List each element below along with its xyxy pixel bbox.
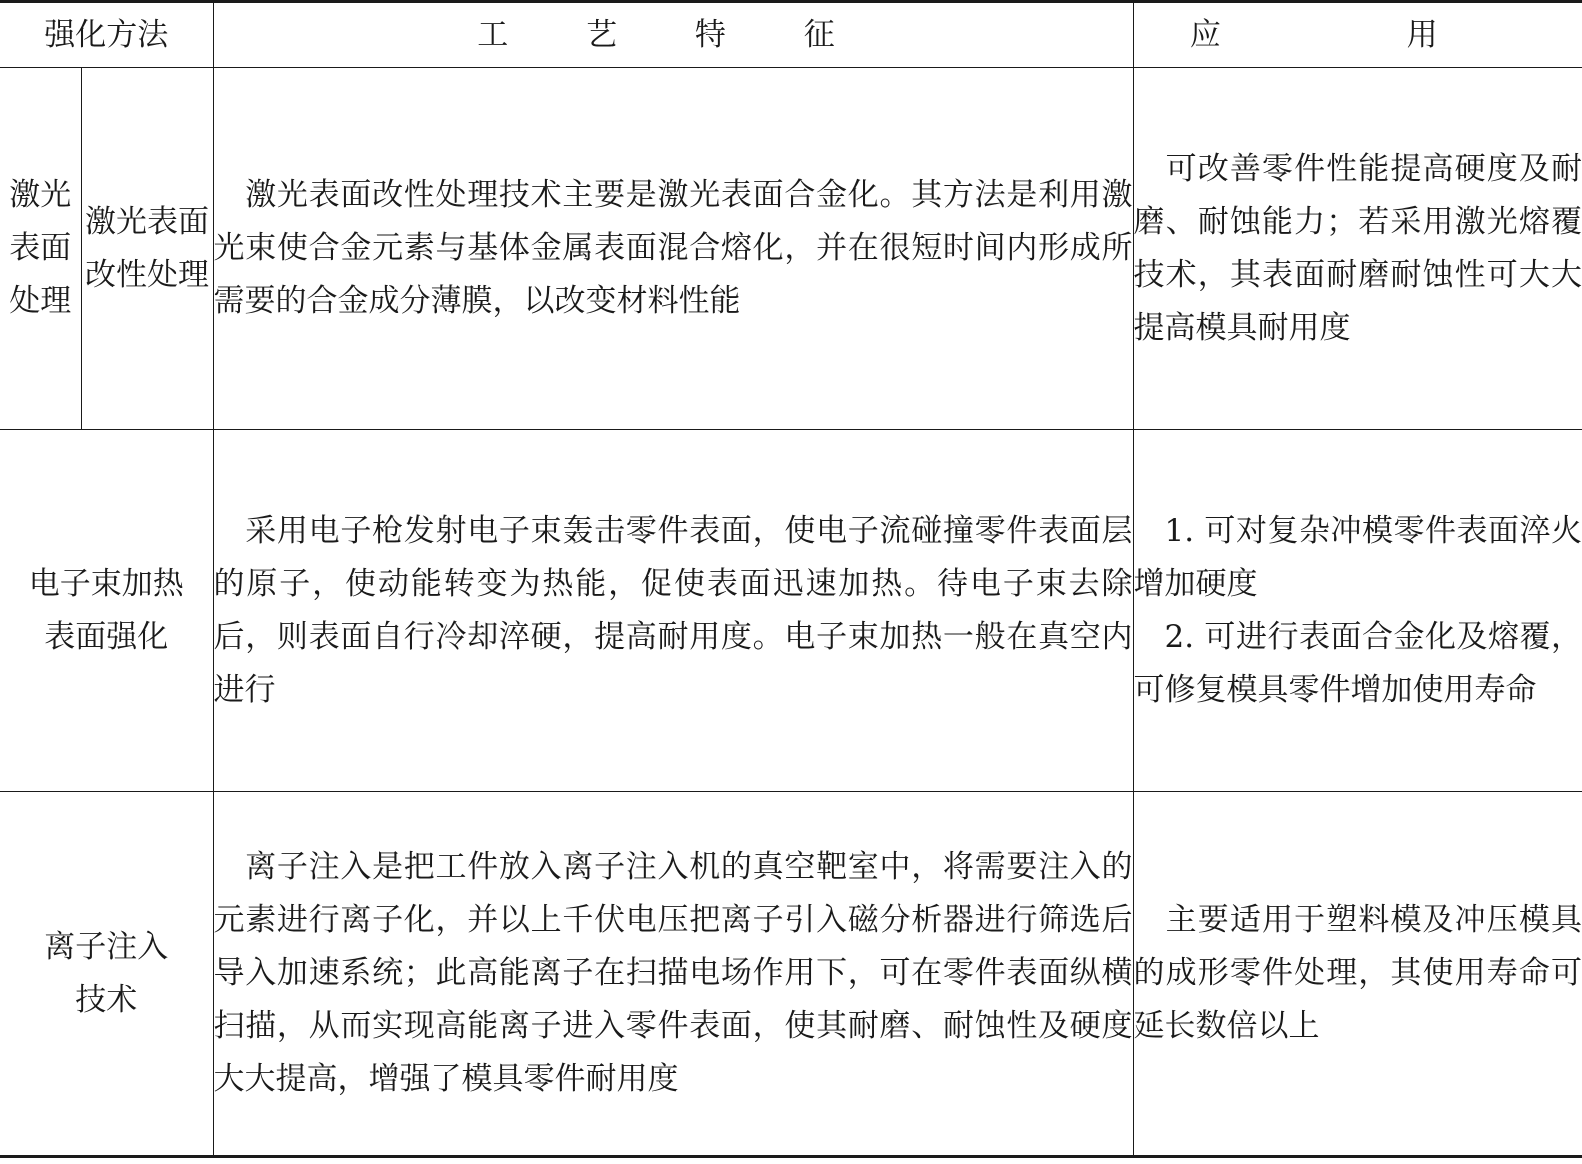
header-application: 应 用 (1133, 2, 1582, 68)
process-text: 采用电子枪发射电子束轰击零件表面，使电子流碰撞零件表面层的原子，使动能转变为热能，促使表面迅速加热。待电子束去除后，则表面自行冷却淬硬，提高耐用度。电子束加热一般在真空内进行 (213, 512, 1133, 708)
method-cell-electron-beam (0, 430, 213, 792)
method-line: 表面 (9, 230, 72, 266)
application-item: 2. 可进行表面合金化及熔覆，可修复模具零件增加使用寿命 (1133, 618, 1582, 708)
method-cell-laser (0, 68, 81, 430)
header-process: 工 艺 特 征 (213, 2, 1133, 68)
process-text: 离子注入是把工件放入离子注入机的真空靶室中，将需要注入的元素进行离子化，并以上千伏电压把离子引入磁分析器进行筛选后导入加速系统；此高能离子在扫描电场作用下，可在零件表面纵横扫描，从而实现高能离子进入零件表面，使其耐磨、耐蚀性及硬度大大提高，增强了模具零件耐用度 (213, 849, 1133, 1097)
application-cell (1133, 68, 1582, 430)
application-cell (1133, 430, 1582, 792)
table-row (0, 430, 1582, 792)
method-line: 处理 (9, 283, 72, 319)
application-text: 可改善零件性能提高硬度及耐磨、耐蚀能力；若采用激光熔覆技术，其表面耐磨耐蚀性可大大提高模具耐用度 (1133, 150, 1582, 346)
process-text: 激光表面改性处理技术主要是激光表面合金化。其方法是利用激光束使合金元素与基体金属表面混合熔化，并在很短时间内形成所需要的合金成分薄膜，以改变材料性能 (213, 177, 1133, 319)
method-cell-ion-implantation (0, 792, 213, 1157)
sub-method-line: 激光表面 (85, 203, 209, 240)
method-line: 表面强化 (44, 618, 169, 655)
header-method: 强化方法 (0, 2, 213, 68)
method-line: 激光 (9, 177, 72, 213)
sub-method-line: 改性处理 (85, 256, 209, 293)
table-row (0, 68, 1582, 430)
method-line: 离子注入 (44, 928, 169, 965)
method-line: 电子束加热 (28, 565, 184, 602)
process-cell (213, 68, 1133, 430)
process-cell (213, 792, 1133, 1157)
application-cell (1133, 792, 1582, 1157)
table-row (0, 792, 1582, 1157)
process-cell (213, 430, 1133, 792)
sub-method-cell (81, 68, 213, 430)
application-item: 1. 可对复杂冲模零件表面淬火增加硬度 (1133, 512, 1582, 602)
application-text: 主要适用于塑料模及冲压模具的成形零件处理，其使用寿命可延长数倍以上 (1133, 902, 1582, 1044)
method-line: 技术 (75, 981, 138, 1018)
header-row (0, 2, 1582, 68)
